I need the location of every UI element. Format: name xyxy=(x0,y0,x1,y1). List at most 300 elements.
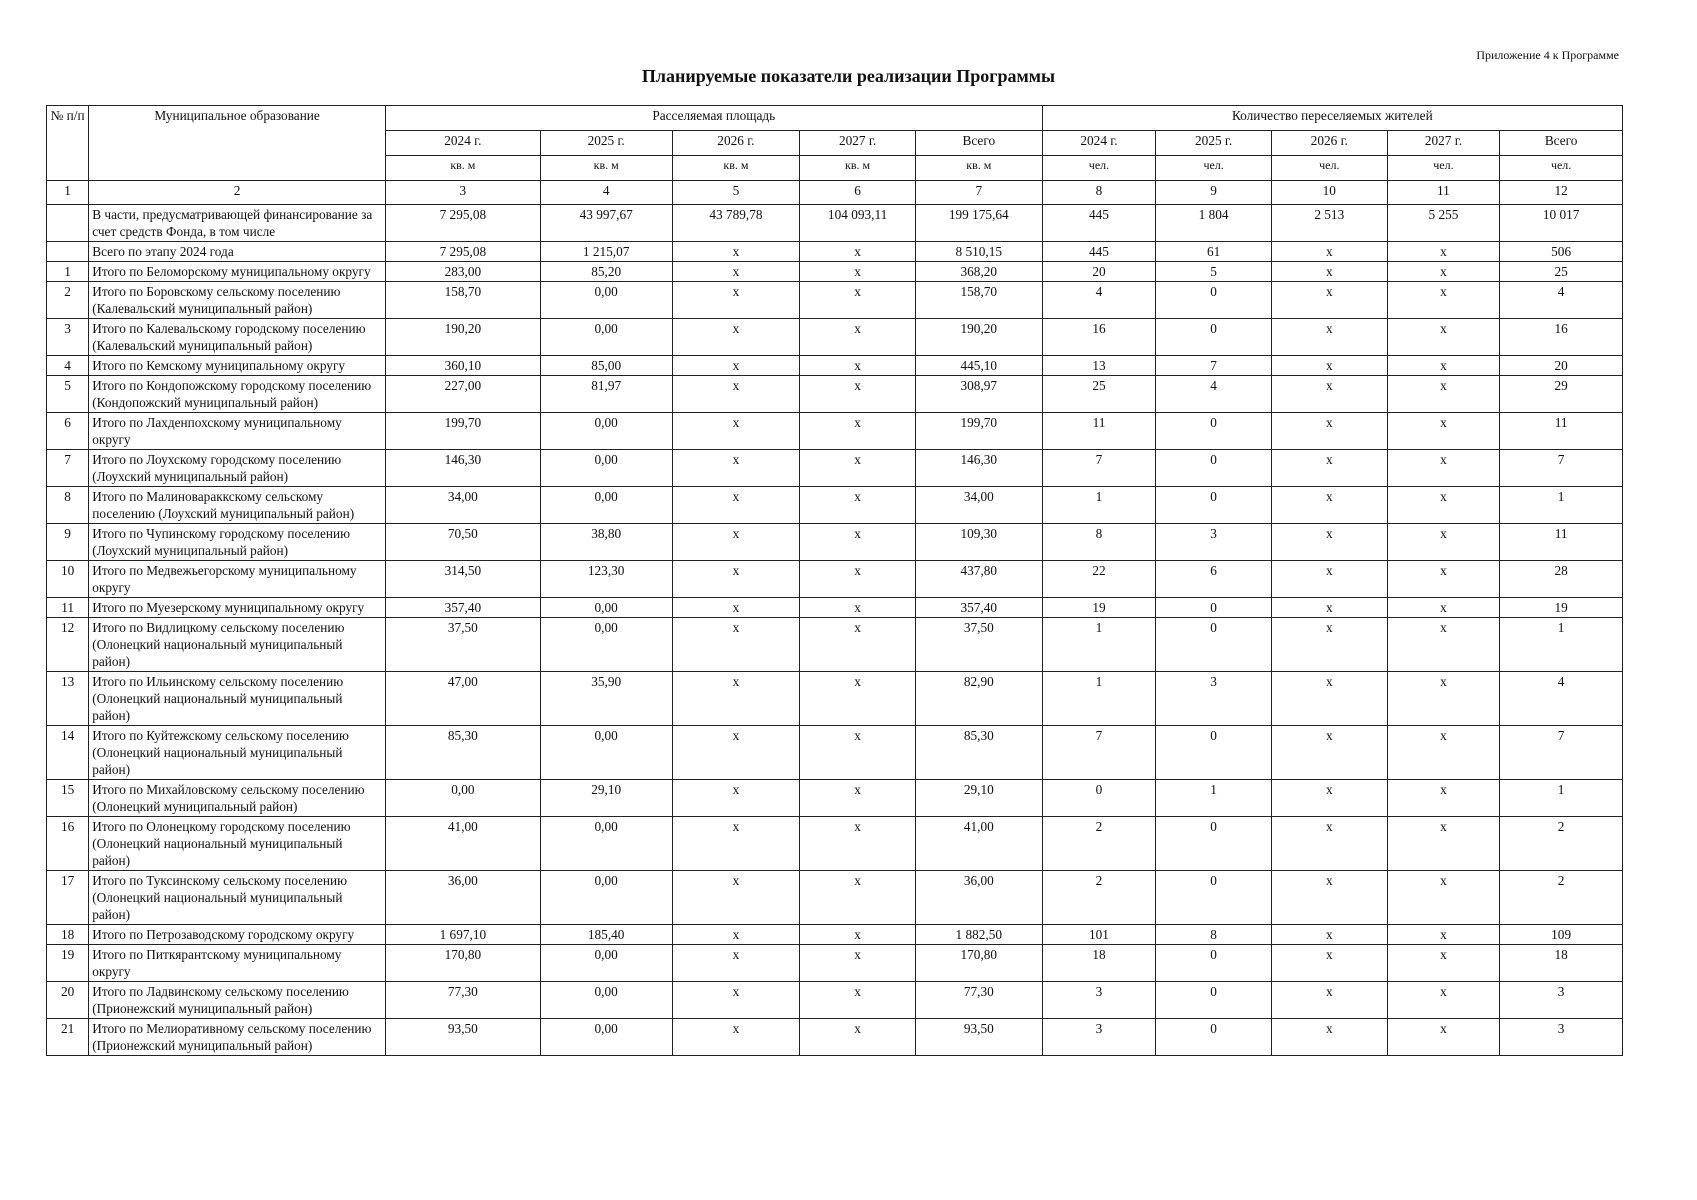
value-cell: х xyxy=(1387,871,1500,925)
header-no: № п/п xyxy=(47,106,89,181)
value-cell: 227,00 xyxy=(385,376,540,413)
value-cell: 109,30 xyxy=(915,524,1042,561)
value-cell: х xyxy=(1271,598,1387,618)
municipality-name: Итого по Медвежьегорскому муниципальному округу xyxy=(89,561,386,598)
header-year-cell: 2027 г. xyxy=(1387,131,1500,156)
value-cell: 437,80 xyxy=(915,561,1042,598)
value-cell: 1 xyxy=(1500,618,1623,672)
value-cell: 8 xyxy=(1042,524,1156,561)
value-cell: 104 093,11 xyxy=(800,205,916,242)
value-cell: х xyxy=(1271,817,1387,871)
column-number-cell: 4 xyxy=(540,181,672,205)
value-cell: 29,10 xyxy=(540,780,672,817)
municipality-name: Итого по Мелиоративному сельскому поселению (Прионежский муниципальный район) xyxy=(89,1019,386,1056)
value-cell: 283,00 xyxy=(385,262,540,282)
value-cell: 11 xyxy=(1500,413,1623,450)
municipality-name: Итого по Чупинскому городскому поселению (Лоухский муниципальный район) xyxy=(89,524,386,561)
value-cell: 445,10 xyxy=(915,356,1042,376)
value-cell: х xyxy=(1387,487,1500,524)
table-row xyxy=(47,450,1623,487)
value-cell: 35,90 xyxy=(540,672,672,726)
municipality-name: Итого по Кондопожскому городскому поселению (Кондопожский муниципальный район) xyxy=(89,376,386,413)
value-cell: х xyxy=(672,242,800,262)
value-cell: 8 xyxy=(1156,925,1272,945)
value-cell: 36,00 xyxy=(915,871,1042,925)
value-cell: 25 xyxy=(1500,262,1623,282)
value-cell: 29 xyxy=(1500,376,1623,413)
row-number: 21 xyxy=(47,1019,89,1056)
value-cell: х xyxy=(1271,672,1387,726)
municipality-name: Итого по Петрозаводскому городскому округу xyxy=(89,925,386,945)
municipality-name: Итого по Питкярантскому муниципальному округу xyxy=(89,945,386,982)
value-cell: 7 xyxy=(1042,726,1156,780)
value-cell: х xyxy=(1271,282,1387,319)
value-cell: 81,97 xyxy=(540,376,672,413)
column-number-cell: 9 xyxy=(1156,181,1272,205)
value-cell: 22 xyxy=(1042,561,1156,598)
header-unit-cell: кв. м xyxy=(672,156,800,181)
value-cell: 190,20 xyxy=(385,319,540,356)
column-number-cell: 5 xyxy=(672,181,800,205)
row-number: 2 xyxy=(47,282,89,319)
value-cell: х xyxy=(1271,262,1387,282)
table-row xyxy=(47,487,1623,524)
value-cell: 158,70 xyxy=(915,282,1042,319)
value-cell: 101 xyxy=(1042,925,1156,945)
value-cell: 1 697,10 xyxy=(385,925,540,945)
value-cell: х xyxy=(800,817,916,871)
value-cell: 368,20 xyxy=(915,262,1042,282)
value-cell: 123,30 xyxy=(540,561,672,598)
value-cell: х xyxy=(800,242,916,262)
value-cell: 2 xyxy=(1042,871,1156,925)
value-cell: 1 xyxy=(1156,780,1272,817)
value-cell: х xyxy=(672,945,800,982)
value-cell: х xyxy=(1271,780,1387,817)
appendix-label: Приложение 4 к Программе xyxy=(1476,48,1619,62)
value-cell: х xyxy=(800,871,916,925)
value-cell: 506 xyxy=(1500,242,1623,262)
table-row xyxy=(47,262,1623,282)
value-cell: х xyxy=(1387,672,1500,726)
row-number: 11 xyxy=(47,598,89,618)
value-cell: 0 xyxy=(1156,945,1272,982)
header-unit-cell: чел. xyxy=(1500,156,1623,181)
row-number: 5 xyxy=(47,376,89,413)
municipality-name: Итого по Боровскому сельскому поселению (Калевальский муниципальный район) xyxy=(89,282,386,319)
value-cell: х xyxy=(1387,262,1500,282)
value-cell: х xyxy=(1271,487,1387,524)
table-row xyxy=(47,524,1623,561)
value-cell: 11 xyxy=(1500,524,1623,561)
value-cell: х xyxy=(1271,561,1387,598)
table-row xyxy=(47,376,1623,413)
value-cell: х xyxy=(800,356,916,376)
row-number: 10 xyxy=(47,561,89,598)
value-cell: х xyxy=(672,1019,800,1056)
value-cell: х xyxy=(800,925,916,945)
column-number-cell: 8 xyxy=(1042,181,1156,205)
value-cell: х xyxy=(800,780,916,817)
value-cell: 146,30 xyxy=(385,450,540,487)
value-cell: х xyxy=(800,598,916,618)
value-cell: 7 295,08 xyxy=(385,205,540,242)
value-cell: 7 xyxy=(1500,450,1623,487)
value-cell: х xyxy=(672,282,800,319)
value-cell: х xyxy=(1387,925,1500,945)
value-cell: 3 xyxy=(1156,524,1272,561)
value-cell: 0 xyxy=(1156,982,1272,1019)
column-number-cell: 3 xyxy=(385,181,540,205)
page-title: Планируемые показатели реализации Программы xyxy=(641,66,1056,86)
value-cell: 0 xyxy=(1156,1019,1272,1056)
table-row xyxy=(47,356,1623,376)
row-number: 8 xyxy=(47,487,89,524)
value-cell: 170,80 xyxy=(915,945,1042,982)
value-cell: 11 xyxy=(1042,413,1156,450)
value-cell: 19 xyxy=(1500,598,1623,618)
header-year-cell: 2026 г. xyxy=(672,131,800,156)
table-row xyxy=(47,205,1623,242)
value-cell: х xyxy=(1271,356,1387,376)
column-number-cell: 11 xyxy=(1387,181,1500,205)
row-number: 14 xyxy=(47,726,89,780)
table-row xyxy=(47,780,1623,817)
value-cell: 2 xyxy=(1500,817,1623,871)
value-cell: х xyxy=(1271,376,1387,413)
value-cell: 7 xyxy=(1042,450,1156,487)
value-cell: 38,80 xyxy=(540,524,672,561)
row-number: 9 xyxy=(47,524,89,561)
value-cell: х xyxy=(672,672,800,726)
municipality-name: Итого по Муезерскому муниципальному округу xyxy=(89,598,386,618)
value-cell: х xyxy=(1387,376,1500,413)
value-cell: х xyxy=(800,618,916,672)
value-cell: х xyxy=(672,982,800,1019)
value-cell: х xyxy=(672,262,800,282)
table-row xyxy=(47,413,1623,450)
value-cell: х xyxy=(1271,618,1387,672)
value-cell: х xyxy=(1271,242,1387,262)
value-cell: 0,00 xyxy=(540,982,672,1019)
header-unit-cell: чел. xyxy=(1042,156,1156,181)
municipality-name: Итого по Олонецкому городскому поселению (Олонецкий национальный муниципальный район) xyxy=(89,817,386,871)
value-cell: 2 513 xyxy=(1271,205,1387,242)
table-row xyxy=(47,925,1623,945)
value-cell: 4 xyxy=(1042,282,1156,319)
value-cell: 18 xyxy=(1042,945,1156,982)
value-cell: 7 xyxy=(1500,726,1623,780)
value-cell: 3 xyxy=(1500,982,1623,1019)
value-cell: 41,00 xyxy=(915,817,1042,871)
value-cell: 1 xyxy=(1042,618,1156,672)
row-number: 16 xyxy=(47,817,89,871)
value-cell: х xyxy=(672,925,800,945)
value-cell: 61 xyxy=(1156,242,1272,262)
header-residents-group: Количество переселяемых жителей xyxy=(1042,106,1622,131)
table-row xyxy=(47,817,1623,871)
value-cell: 308,97 xyxy=(915,376,1042,413)
row-number: 18 xyxy=(47,925,89,945)
municipality-name: Итого по Малиновараккскому сельскому поселению (Лоухский муниципальный район) xyxy=(89,487,386,524)
value-cell: 19 xyxy=(1042,598,1156,618)
value-cell: х xyxy=(1387,598,1500,618)
value-cell: 20 xyxy=(1500,356,1623,376)
value-cell: 7 295,08 xyxy=(385,242,540,262)
municipality-name: Итого по Кемскому муниципальному округу xyxy=(89,356,386,376)
table-row xyxy=(47,598,1623,618)
value-cell: 199 175,64 xyxy=(915,205,1042,242)
value-cell: х xyxy=(1271,1019,1387,1056)
value-cell: 77,30 xyxy=(915,982,1042,1019)
value-cell: х xyxy=(800,487,916,524)
header-unit-cell: кв. м xyxy=(915,156,1042,181)
header-unit-cell: кв. м xyxy=(385,156,540,181)
column-number-cell: 6 xyxy=(800,181,916,205)
value-cell: 41,00 xyxy=(385,817,540,871)
value-cell: 0 xyxy=(1156,282,1272,319)
value-cell: х xyxy=(1387,413,1500,450)
row-number: 4 xyxy=(47,356,89,376)
indicators-table xyxy=(46,105,1623,1056)
value-cell: 20 xyxy=(1042,262,1156,282)
column-number-cell: 7 xyxy=(915,181,1042,205)
value-cell: 4 xyxy=(1500,282,1623,319)
row-number: 12 xyxy=(47,618,89,672)
value-cell: 0,00 xyxy=(540,598,672,618)
value-cell: 170,80 xyxy=(385,945,540,982)
municipality-name: В части, предусматривающей финансирование за счет средств Фонда, в том числе xyxy=(89,205,386,242)
value-cell: х xyxy=(672,319,800,356)
value-cell: 0,00 xyxy=(540,1019,672,1056)
value-cell: х xyxy=(672,487,800,524)
value-cell: х xyxy=(800,282,916,319)
value-cell: 77,30 xyxy=(385,982,540,1019)
value-cell: 4 xyxy=(1156,376,1272,413)
value-cell: х xyxy=(672,817,800,871)
value-cell: х xyxy=(800,413,916,450)
value-cell: 5 xyxy=(1156,262,1272,282)
value-cell: 8 510,15 xyxy=(915,242,1042,262)
table-row xyxy=(47,672,1623,726)
value-cell: 85,00 xyxy=(540,356,672,376)
row-number: 15 xyxy=(47,780,89,817)
value-cell: 43 789,78 xyxy=(672,205,800,242)
value-cell: х xyxy=(672,413,800,450)
header-column-numbers-row xyxy=(47,181,1623,205)
value-cell: х xyxy=(1387,561,1500,598)
value-cell: 445 xyxy=(1042,242,1156,262)
value-cell: х xyxy=(800,262,916,282)
table-row xyxy=(47,319,1623,356)
value-cell: 109 xyxy=(1500,925,1623,945)
value-cell: 3 xyxy=(1042,982,1156,1019)
table-row xyxy=(47,726,1623,780)
header-unit-cell: чел. xyxy=(1271,156,1387,181)
value-cell: 185,40 xyxy=(540,925,672,945)
value-cell: 82,90 xyxy=(915,672,1042,726)
value-cell: 0 xyxy=(1156,618,1272,672)
value-cell: 199,70 xyxy=(385,413,540,450)
value-cell: 85,30 xyxy=(385,726,540,780)
value-cell: 0,00 xyxy=(540,319,672,356)
value-cell: 1 804 xyxy=(1156,205,1272,242)
value-cell: 1 xyxy=(1500,780,1623,817)
value-cell: х xyxy=(672,871,800,925)
value-cell: 357,40 xyxy=(915,598,1042,618)
value-cell: 37,50 xyxy=(385,618,540,672)
value-cell: 158,70 xyxy=(385,282,540,319)
value-cell: 314,50 xyxy=(385,561,540,598)
value-cell: 3 xyxy=(1500,1019,1623,1056)
row-number: 6 xyxy=(47,413,89,450)
table-row xyxy=(47,561,1623,598)
value-cell: 0,00 xyxy=(540,487,672,524)
value-cell: 0 xyxy=(1156,319,1272,356)
header-area-group: Расселяемая площадь xyxy=(385,106,1042,131)
value-cell: х xyxy=(800,561,916,598)
header-unit-cell: кв. м xyxy=(540,156,672,181)
value-cell: 0,00 xyxy=(540,945,672,982)
value-cell: х xyxy=(672,726,800,780)
table-row xyxy=(47,871,1623,925)
value-cell: 29,10 xyxy=(915,780,1042,817)
value-cell: 0,00 xyxy=(540,450,672,487)
row-number: 13 xyxy=(47,672,89,726)
row-number xyxy=(47,242,89,262)
value-cell: х xyxy=(800,319,916,356)
municipality-name: Итого по Лахденпохскому муниципальному округу xyxy=(89,413,386,450)
value-cell: х xyxy=(800,982,916,1019)
value-cell: х xyxy=(1271,982,1387,1019)
value-cell: 0,00 xyxy=(540,282,672,319)
value-cell: х xyxy=(1387,450,1500,487)
value-cell: 3 xyxy=(1042,1019,1156,1056)
value-cell: х xyxy=(1387,319,1500,356)
header-year-cell: 2025 г. xyxy=(540,131,672,156)
value-cell: х xyxy=(1271,413,1387,450)
value-cell: 3 xyxy=(1156,672,1272,726)
value-cell: 93,50 xyxy=(915,1019,1042,1056)
column-number-cell: 10 xyxy=(1271,181,1387,205)
value-cell: х xyxy=(672,524,800,561)
value-cell: 43 997,67 xyxy=(540,205,672,242)
value-cell: х xyxy=(1387,356,1500,376)
value-cell: 4 xyxy=(1500,672,1623,726)
value-cell: 5 255 xyxy=(1387,205,1500,242)
value-cell: 1 xyxy=(1500,487,1623,524)
value-cell: 0 xyxy=(1156,413,1272,450)
value-cell: х xyxy=(800,672,916,726)
value-cell: 16 xyxy=(1500,319,1623,356)
value-cell: х xyxy=(672,598,800,618)
municipality-name: Итого по Туксинскому сельскому поселению (Олонецкий национальный муниципальный район) xyxy=(89,871,386,925)
value-cell: х xyxy=(672,376,800,413)
value-cell: 190,20 xyxy=(915,319,1042,356)
value-cell: 1 882,50 xyxy=(915,925,1042,945)
table-body xyxy=(47,205,1623,1056)
value-cell: 0 xyxy=(1156,487,1272,524)
municipality-name: Итого по Ильинскому сельскому поселению (Олонецкий национальный муниципальный район) xyxy=(89,672,386,726)
value-cell: 6 xyxy=(1156,561,1272,598)
value-cell: х xyxy=(1387,780,1500,817)
municipality-name: Итого по Лоухскому городскому поселению (Лоухский муниципальный район) xyxy=(89,450,386,487)
municipality-name: Итого по Ладвинскому сельскому поселению (Прионежский муниципальный район) xyxy=(89,982,386,1019)
header-unit-cell: чел. xyxy=(1387,156,1500,181)
value-cell: 70,50 xyxy=(385,524,540,561)
header-year-cell: 2027 г. xyxy=(800,131,916,156)
value-cell: 0 xyxy=(1042,780,1156,817)
row-number: 20 xyxy=(47,982,89,1019)
value-cell: х xyxy=(672,618,800,672)
row-number: 1 xyxy=(47,262,89,282)
value-cell: х xyxy=(800,450,916,487)
value-cell: 2 xyxy=(1500,871,1623,925)
value-cell: 0,00 xyxy=(540,618,672,672)
value-cell: 36,00 xyxy=(385,871,540,925)
value-cell: 0,00 xyxy=(540,871,672,925)
value-cell: х xyxy=(1271,726,1387,780)
table-row xyxy=(47,982,1623,1019)
header-year-cell: 2024 г. xyxy=(385,131,540,156)
value-cell: 85,30 xyxy=(915,726,1042,780)
header-year-cell: Всего xyxy=(915,131,1042,156)
header-year-cell: 2024 г. xyxy=(1042,131,1156,156)
value-cell: 199,70 xyxy=(915,413,1042,450)
value-cell: 0 xyxy=(1156,598,1272,618)
row-number: 19 xyxy=(47,945,89,982)
municipality-name: Итого по Беломорскому муниципальному округу xyxy=(89,262,386,282)
value-cell: 0 xyxy=(1156,450,1272,487)
value-cell: х xyxy=(672,561,800,598)
column-number-cell: 2 xyxy=(89,181,386,205)
municipality-name: Итого по Калевальскому городскому поселению (Калевальский муниципальный район) xyxy=(89,319,386,356)
value-cell: х xyxy=(1387,524,1500,561)
header-unit-cell: кв. м xyxy=(800,156,916,181)
value-cell: 0,00 xyxy=(540,817,672,871)
value-cell: 146,30 xyxy=(915,450,1042,487)
value-cell: х xyxy=(672,780,800,817)
value-cell: х xyxy=(800,945,916,982)
table-row xyxy=(47,618,1623,672)
row-number: 7 xyxy=(47,450,89,487)
value-cell: х xyxy=(672,450,800,487)
municipality-name: Итого по Видлицкому сельскому поселению (Олонецкий национальный муниципальный район) xyxy=(89,618,386,672)
value-cell: х xyxy=(1387,945,1500,982)
column-number-cell: 1 xyxy=(47,181,89,205)
value-cell: х xyxy=(1387,242,1500,262)
value-cell: х xyxy=(1271,524,1387,561)
column-number-cell: 12 xyxy=(1500,181,1623,205)
header-municipality: Муниципальное образование xyxy=(89,106,386,181)
table-row xyxy=(47,282,1623,319)
value-cell: 28 xyxy=(1500,561,1623,598)
value-cell: 16 xyxy=(1042,319,1156,356)
value-cell: 360,10 xyxy=(385,356,540,376)
value-cell: х xyxy=(800,376,916,413)
value-cell: 0 xyxy=(1156,817,1272,871)
value-cell: 93,50 xyxy=(385,1019,540,1056)
value-cell: 47,00 xyxy=(385,672,540,726)
row-number xyxy=(47,205,89,242)
row-number: 17 xyxy=(47,871,89,925)
header-year-cell: 2025 г. xyxy=(1156,131,1272,156)
value-cell: 0,00 xyxy=(385,780,540,817)
value-cell: х xyxy=(1387,1019,1500,1056)
value-cell: 85,20 xyxy=(540,262,672,282)
value-cell: х xyxy=(1387,282,1500,319)
value-cell: 0 xyxy=(1156,726,1272,780)
